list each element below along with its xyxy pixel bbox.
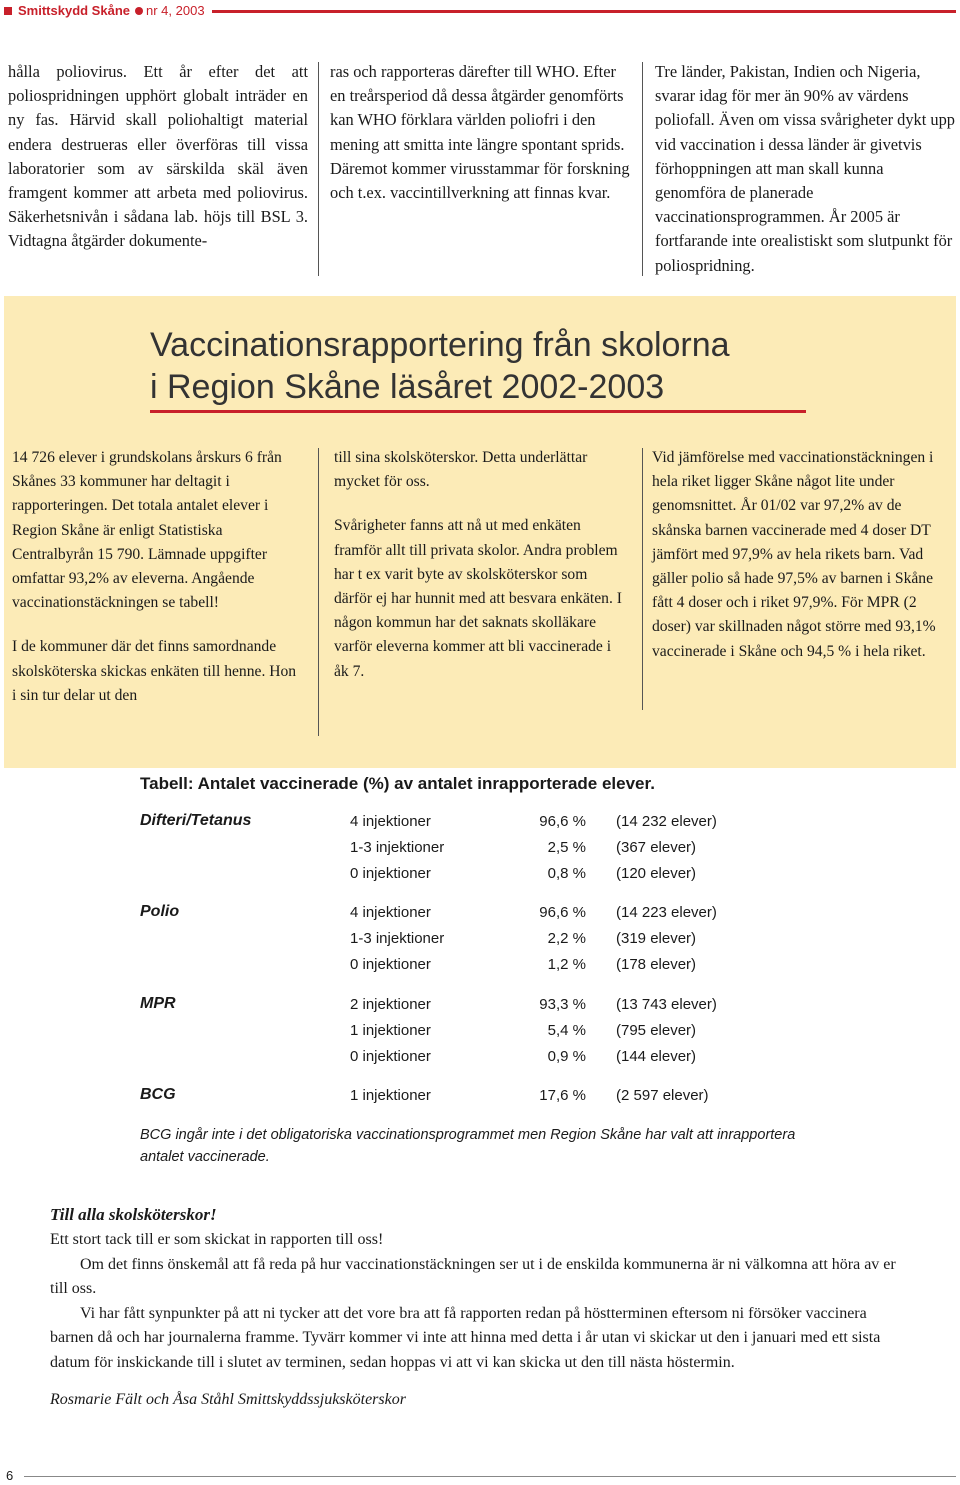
article-column-3 — [652, 446, 942, 664]
percent-cell: 17,6 % — [539, 1087, 586, 1104]
percent-cell: 93,3 % — [539, 996, 586, 1013]
table-heading: Tabell: Antalet vaccinerade (%) av antalet inrapporterade elever. — [140, 774, 655, 793]
letter-paragraph-1: Ett stort tack till er som skickat in rapporten till oss! — [50, 1231, 384, 1248]
article-title — [150, 324, 850, 408]
page-header — [0, 0, 960, 22]
table-note: BCG ingår inte i det obligatoriska vaccinationsprogrammet men Region Skåne har valt att inrapportera antalet vaccinerade. — [140, 1127, 796, 1165]
vaccine-name: MPR — [140, 995, 176, 1012]
column-divider — [318, 448, 319, 736]
doses-cell: 1 injektioner — [350, 1087, 431, 1104]
doses-cell: 2 injektioner — [350, 996, 431, 1013]
article-column-2 — [334, 446, 626, 684]
column-divider — [642, 62, 643, 276]
doses-cell: 1-3 injektioner — [350, 839, 445, 856]
doses-cell: 4 injektioner — [350, 904, 431, 921]
intro-col1-text: hålla poliovirus. Ett år efter det att poliospridningen upphört globalt inträder en ny fas. Härvid skall poliohaltigt material endera destrueras eller överföras till vissa laboratorier som av särskilda skäl även framgent kommer att arbeta med poliovirus. Säkerhetsnivån i sådana lab. höjs till BSL 3. Vidtagna åtgärder dokumente- — [8, 62, 308, 251]
count-cell: (14 223 elever) — [616, 904, 717, 921]
letter-paragraph-3: Vi har fått synpunkter på att ni tycker att det vore bra att få rapporten redan på höstterminen eftersom ni försöker vaccinera barnen då och har journalerna framme. Tyvärr kommer vi inte att hinna med detta i år utan vi skickar ut den i januari med ett sista datum för inskickande till i slutet av terminen, sedan hoppas vi att vi kan skicka ut den till nästa höstermin. — [50, 1304, 881, 1371]
article-col1-p2: I de kommuner där det finns samordnande skolsköterska skickas enkäten till henne. Hon i sin tur delar ut den — [12, 638, 297, 704]
doses-cell: 0 injektioner — [350, 1048, 431, 1065]
percent-cell: 0,8 % — [547, 865, 586, 882]
intro-column-2 — [330, 60, 632, 205]
column-divider — [318, 62, 319, 276]
letter-greeting: Till alla skolsköterskor! — [50, 1205, 217, 1224]
doses-cell: 0 injektioner — [350, 956, 431, 973]
article-col2-p2: Svårigheter fanns att nå ut med enkäten framför allt till privata skolor. Andra problem har t ex varit byte av skolsköterskor som därför ej har hunnit med att besvara enkäten. I någon kommun har det saknats skolläkare varför eleverna kommer att bli vaccinerade i åk 7. — [334, 517, 622, 680]
header-dot-icon — [135, 7, 143, 15]
letter-signature: Rosmarie Fält och Åsa Ståhl Smittskyddssjuksköterskor — [50, 1390, 406, 1408]
count-cell: (319 elever) — [616, 930, 697, 947]
article-col3-p1: Vid jämförelse med vaccinationstäckningen i hela riket ligger Skåne något lite under genomsnittet. År 01/02 var 97,2% av de skånska barnen vaccinerade med 4 doser DT jämfört med 97,9% av hela rikets barn. Vad gäller polio så hade 97,5% av barnen i Skåne fått 4 doser och i riket 97,9%. För MPR (2 doser) var skillnaden något större med 93,1% vaccinerade i Skåne och 94,5 % i hela riket. — [652, 449, 936, 660]
doses-cell: 1-3 injektioner — [350, 930, 445, 947]
page-number: 6 — [6, 1468, 14, 1483]
doses-cell: 0 injektioner — [350, 865, 431, 882]
column-divider — [642, 448, 643, 710]
count-cell: (14 232 elever) — [616, 813, 717, 830]
vaccine-name: BCG — [140, 1086, 176, 1103]
doses-cell: 1 injektioner — [350, 1022, 431, 1039]
intro-col3-text: Tre länder, Pakistan, Indien och Nigeria, svarar idag för mer än 90% av värdens poliofall. Även om vissa svårigheter dykt upp vid vaccination i dessa länder är givetvis förhoppningen att man skall kunna genomföra de planerade vaccinationsprogrammen. År 2005 är fortfarande inte orealistiskt som slutpunkt för poliospridning. — [655, 62, 955, 275]
article-title-line-2: i Region Skåne läsåret 2002-2003 — [150, 368, 665, 406]
footer-rule — [24, 1476, 956, 1477]
count-cell: (367 elever) — [616, 839, 697, 856]
percent-cell: 5,4 % — [547, 1022, 586, 1039]
percent-cell: 1,2 % — [547, 956, 586, 973]
doses-cell: 4 injektioner — [350, 813, 431, 830]
intro-column-1 — [8, 60, 308, 254]
vaccine-name: Difteri/Tetanus — [140, 812, 252, 829]
count-cell: (13 743 elever) — [616, 996, 717, 1013]
count-cell: (144 elever) — [616, 1048, 697, 1065]
count-cell: (178 elever) — [616, 956, 697, 973]
percent-cell: 96,6 % — [539, 904, 586, 921]
publication-name: Smittskydd Skåne — [18, 3, 130, 18]
intro-column-3 — [655, 60, 955, 278]
article-col2-p1: till sina skolsköterskor. Detta underlättar mycket för oss. — [334, 449, 588, 491]
title-rule — [150, 410, 806, 413]
percent-cell: 2,5 % — [547, 839, 586, 856]
count-cell: (795 elever) — [616, 1022, 697, 1039]
header-title — [18, 3, 205, 18]
percent-cell: 96,6 % — [539, 813, 586, 830]
article-title-line-1: Vaccinationsrapportering från skolorna — [150, 326, 730, 364]
vaccine-name: Polio — [140, 903, 180, 920]
issue-label: nr 4, 2003 — [146, 3, 205, 18]
percent-cell: 2,2 % — [547, 930, 586, 947]
intro-col2-text: ras och rapporteras därefter till WHO. Efter en treårsperiod då dessa åtgärder genomförts kan WHO förklara världen poliofri i den mening att smitta inte längre spontant sprids. Däremot kommer virusstammar för forskning och t.ex. vaccintillverkning att finnas kvar. — [330, 62, 630, 203]
count-cell: (120 elever) — [616, 865, 697, 882]
letter-paragraph-2: Om det finns önskemål att få reda på hur vaccinationstäckningen ser ut i de enskilda kommunerna är ni välkomna att höra av er till oss. — [50, 1255, 896, 1298]
letter-section — [50, 1202, 910, 1412]
article-column-1 — [12, 446, 302, 708]
header-rule — [212, 10, 956, 13]
percent-cell: 0,9 % — [547, 1048, 586, 1065]
header-square-icon — [4, 7, 12, 15]
count-cell: (2 597 elever) — [616, 1087, 709, 1104]
article-col1-p1: 14 726 elever i grundskolans årskurs 6 från Skånes 33 kommuner har deltagit i rapporteringen. Det totala antalet elever i Region Skåne är enligt Statistiska Centralbyrån 15 790. Lämnade uppgifter omfattar 93,2% av eleverna. Angående vaccinationstäckningen se tabell! — [12, 449, 282, 612]
